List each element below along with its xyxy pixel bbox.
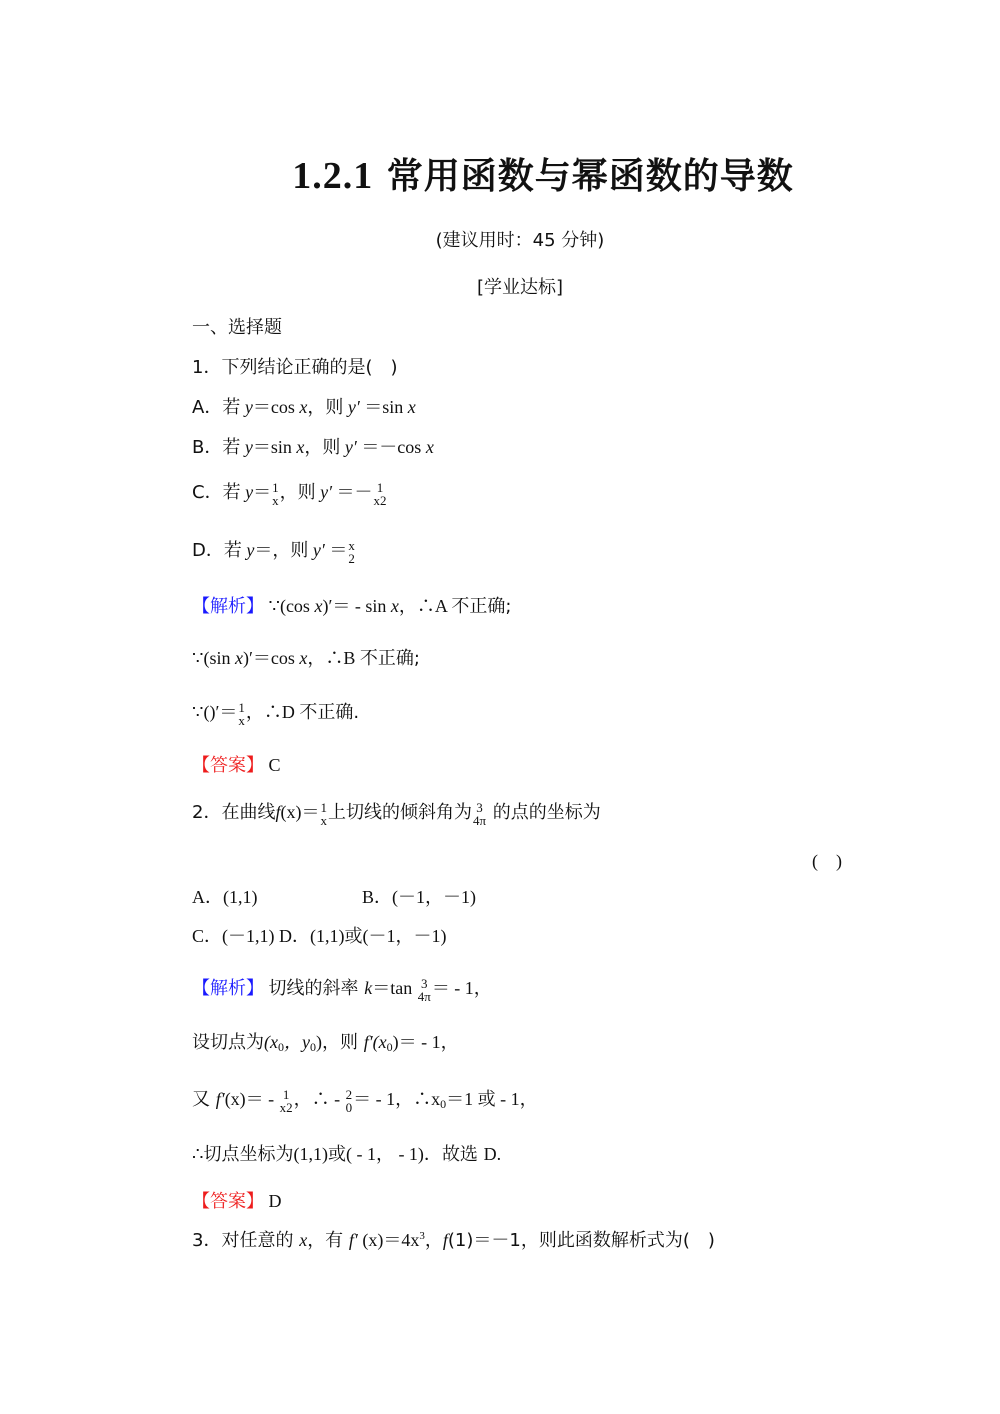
analysis-tag: 【解析】 bbox=[192, 978, 264, 999]
fraction: 1 x bbox=[238, 699, 245, 728]
title-text: 常用函数与幂函数的导数 bbox=[386, 156, 794, 197]
fraction: 1 x bbox=[272, 479, 279, 508]
q1-option-c: C．若 y＝ 1 x ，则 y′ ＝－ 1 x2 bbox=[192, 479, 387, 508]
q2-option-b: B．(－1，－1) bbox=[362, 887, 476, 907]
q2-option-d: D．(1,1)或(－1，－1) bbox=[279, 926, 447, 946]
fraction: x 2 bbox=[348, 537, 355, 566]
q1-analysis-line-2: ∵(sin x)′＝cos x，∴B 不正确; bbox=[192, 648, 420, 669]
q2-analysis-line-4: ∴切点坐标为(1,1)或( - 1， - 1)．故选 D. bbox=[192, 1144, 502, 1165]
q2-analysis-line-3: 又 f′(x)＝ - 1 x2 ，∴ - 2 0 ＝ - 1，$\therefore x_0=1$ 或 - 1， bbox=[192, 1086, 538, 1115]
q2-answer bbox=[192, 1187, 282, 1213]
q1-stem: 1．下列结论正确的是( ) bbox=[192, 357, 398, 378]
fraction: 3 4π bbox=[472, 799, 487, 828]
q1-option-d: D．若 y＝，则 y′ ＝ x 2 bbox=[192, 537, 355, 566]
answer-tag: 【答案】 bbox=[192, 755, 264, 776]
q2-analysis-line-1: 【解析】 切线的斜率 k＝tan 3 4π ＝ - 1， bbox=[192, 975, 492, 1004]
answer-value: D bbox=[268, 1191, 282, 1211]
q1-answer bbox=[192, 751, 281, 777]
page-title bbox=[0, 148, 1000, 199]
analysis-tag: 【解析】 bbox=[192, 596, 264, 617]
q2-answer-blank: ( ) bbox=[812, 851, 842, 871]
title-number: 1.2.1 bbox=[292, 155, 374, 197]
fraction: 1 x bbox=[320, 799, 327, 828]
fraction: 2 0 bbox=[345, 1086, 353, 1115]
q2-options-cd bbox=[192, 922, 446, 948]
q2-stem: 2．在曲线f(x)＝ 1 x 上切线的倾斜角为 3 4π 的点的坐标为 bbox=[192, 799, 601, 828]
q1-analysis-line-1: 【解析】 ∵(cos x)′＝ - sin x，∴A 不正确; bbox=[192, 596, 512, 617]
fraction: 1 x2 bbox=[373, 479, 387, 508]
q2-option-c: C．(－1,1) bbox=[192, 926, 275, 946]
fraction: 3 4π bbox=[417, 975, 431, 1004]
answer-value: C bbox=[268, 755, 281, 775]
section-heading: 一、选择题 bbox=[192, 317, 282, 338]
q3-stem: 3．对任意的 x，有 f′ $(x)=4x^3$，f(1)＝－1，则此函数解析式为( ) bbox=[192, 1230, 715, 1251]
q2-analysis-line-2: 设切点为($x_0$，$y_0$)，则 $f'(x_0)= - 1$， bbox=[192, 1032, 459, 1054]
q1-option-a: A．若 y＝cos x，则 y′ ＝sin x bbox=[192, 397, 416, 418]
answer-tag: 【答案】 bbox=[192, 1191, 264, 1212]
suggested-time: (建议用时：45 分钟) bbox=[435, 230, 605, 251]
q2-option-a: A．(1,1) bbox=[192, 887, 258, 907]
q1-option-b: B．若 y＝sin x，则 y′ ＝－cos x bbox=[192, 437, 434, 458]
subsection-label: [学业达标] bbox=[476, 277, 564, 298]
fraction: 1 x2 bbox=[279, 1086, 293, 1115]
q1-analysis-line-3: ∵()′＝ 1 x ，∴D 不正确. bbox=[192, 699, 360, 728]
